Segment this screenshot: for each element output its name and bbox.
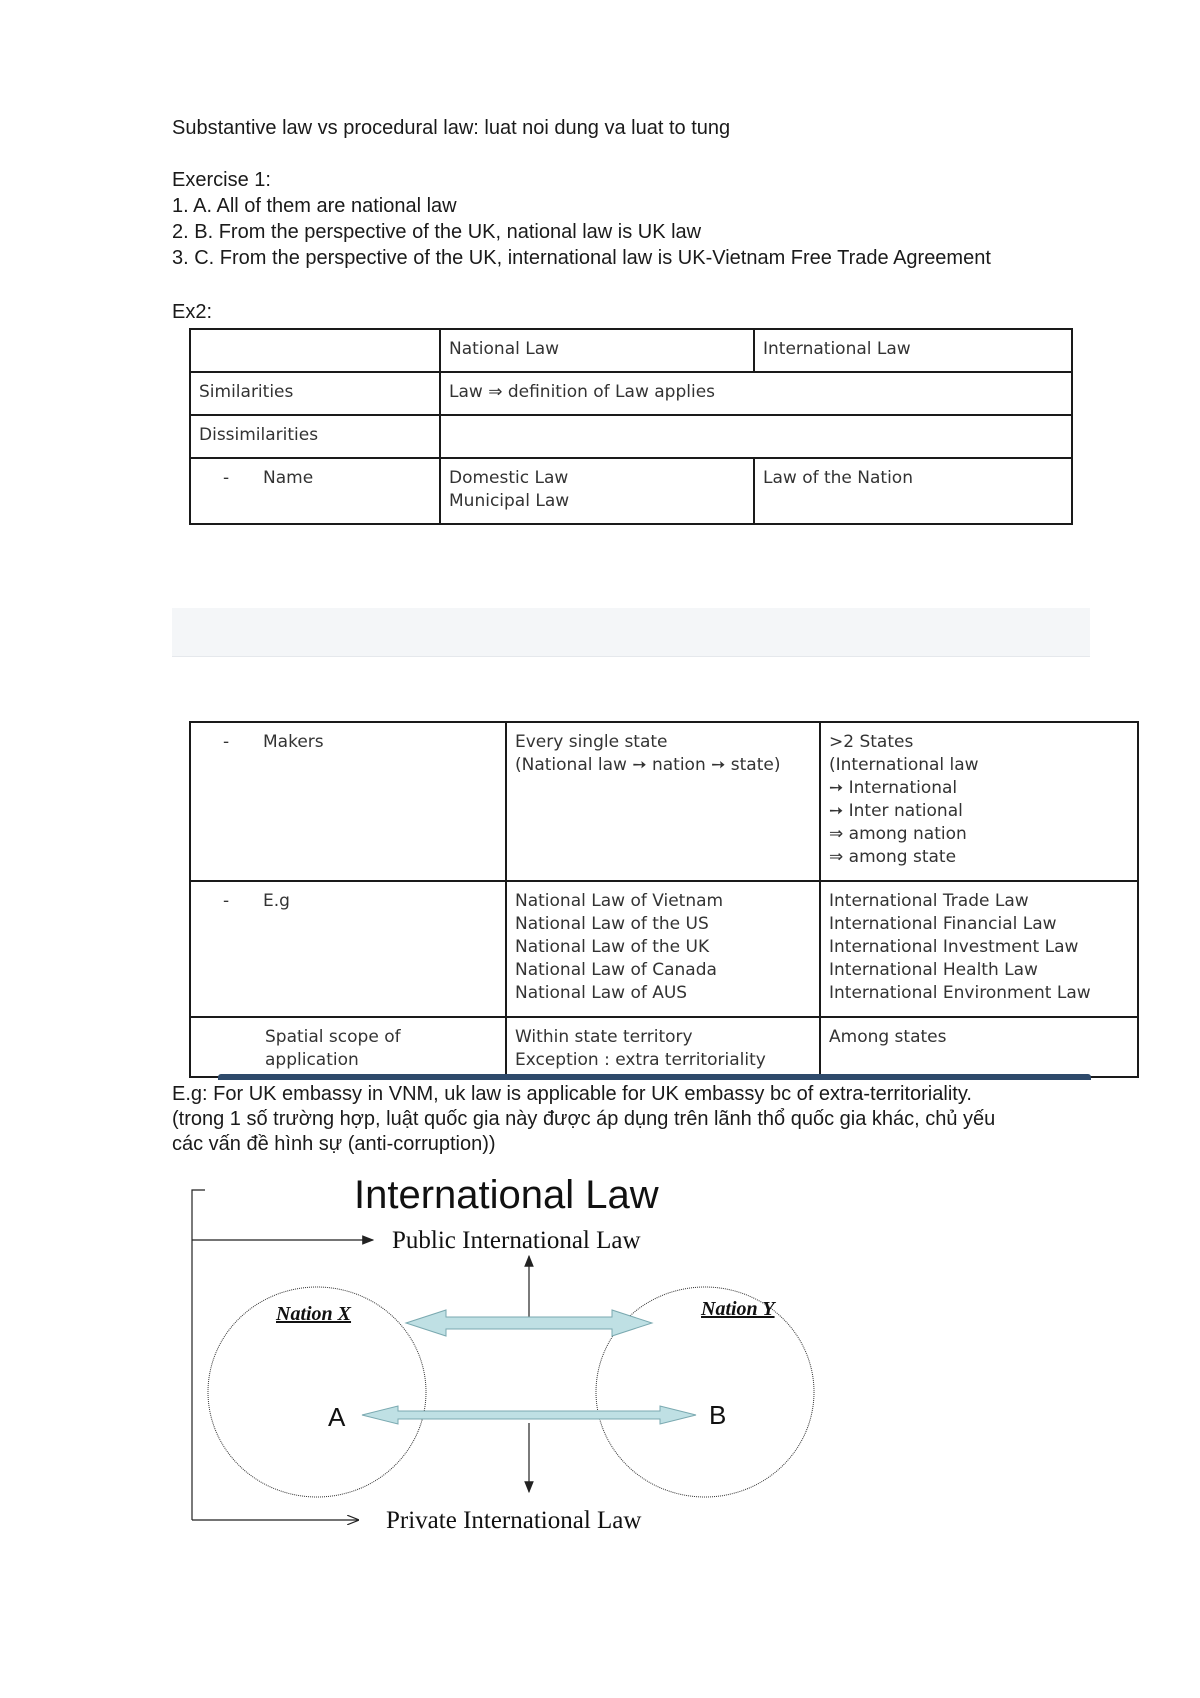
similarities-value: Law ⇒ definition of Law applies [440,372,1072,415]
row-label-name [190,458,440,524]
cell-line: Among states [829,1027,947,1047]
cell-line: Exception : extra territoriality [515,1050,766,1070]
ex2-heading: Ex2: [172,301,213,323]
table-cell [440,458,754,524]
cell-line: International Environment Law [829,983,1091,1003]
party-a-label: A [328,1402,346,1432]
comparison-table-top [189,328,1073,525]
table-cutoff-bar [218,1074,1091,1080]
table-cell [754,458,1072,524]
cell-line: National Law of the UK [515,937,710,957]
cell-line: Every single state [515,732,668,752]
page-break-band [172,608,1090,657]
cell-line: National Law of the US [515,914,709,934]
table-cell [506,881,820,1017]
cell-line: (National law ➙ nation ➙ state) [515,755,781,775]
cell-line: International Investment Law [829,937,1079,957]
table-cell [506,722,820,881]
exercise1-item: 2. B. From the perspective of the UK, national law is UK law [172,221,702,243]
table-cell [190,329,440,372]
table-row [190,1017,1138,1077]
row-label-makers [190,722,506,881]
cell-line: Spatial scope of [265,1027,401,1047]
note-line: các vấn đề hình sự (anti-corruption)) [172,1133,496,1155]
table-row [190,722,1138,881]
cell-line: application [265,1050,359,1070]
list-dash: - [223,468,230,488]
intro-line: Substantive law vs procedural law: luat noi dung va luat to tung [172,117,731,139]
exercise1-heading: Exercise 1: [172,169,271,191]
table-cell [820,1017,1138,1077]
row-label-text: E.g [263,891,290,911]
table-row [190,415,1072,458]
cell-line: Municipal Law [449,491,570,511]
list-dash: - [223,891,230,911]
cell-line: Law of the Nation [763,468,913,488]
cell-line: International Trade Law [829,891,1029,911]
party-relation-arrow [362,1406,696,1424]
cell-line: International Health Law [829,960,1038,980]
table-cell [506,1017,820,1077]
cell-line: National Law of AUS [515,983,688,1003]
table-cell [820,722,1138,881]
table-row [190,329,1072,372]
party-b-label: B [709,1400,727,1430]
diagram-title: International Law [354,1173,659,1217]
table-cell [440,415,1072,458]
cell-line: Domestic Law [449,468,569,488]
table-row [190,458,1072,524]
table-row [190,881,1138,1017]
international-law-diagram [180,1170,880,1550]
row-label-dissimilarities: Dissimilarities [190,415,440,458]
table-cell [820,881,1138,1017]
nation-y-label: Nation Y [701,1298,775,1320]
comparison-table-bottom [189,721,1139,1078]
table-header-international: International Law [754,329,1072,372]
cell-line: ⇒ among nation [829,824,967,844]
cell-line: ⇒ among state [829,847,957,867]
cell-line: National Law of Canada [515,960,717,980]
table-header-national: National Law [440,329,754,372]
cell-line: International Financial Law [829,914,1057,934]
row-label-spatial [190,1017,506,1077]
note-line: (trong 1 số trường hợp, luật quốc gia này được áp dụng trên lãnh thổ quốc gia khác, chủ yếu [172,1108,996,1130]
cell-line: (International law [829,755,979,775]
note-line: E.g: For UK embassy in VNM, uk law is applicable for UK embassy bc of extra-territoriality. [172,1083,972,1105]
private-international-law-label: Private International Law [386,1507,642,1534]
cell-line: ➙ Inter national [829,801,963,821]
cell-line: National Law of Vietnam [515,891,724,911]
table-row [190,372,1072,415]
public-international-law-label: Public International Law [392,1227,641,1254]
cell-line: >2 States [829,732,914,752]
cell-line: ➙ International [829,778,958,798]
exercise1-item: 3. C. From the perspective of the UK, international law is UK-Vietnam Free Trade Agreement [172,247,991,269]
row-label-text: Name [263,468,314,488]
exercise1-item: 1. A. All of them are national law [172,195,457,217]
row-label-eg [190,881,506,1017]
row-label-similarities: Similarities [190,372,440,415]
list-dash: - [223,732,230,752]
row-label-text: Makers [263,732,324,752]
cell-line: Within state territory [515,1027,693,1047]
nation-x-label: Nation X [276,1303,352,1325]
